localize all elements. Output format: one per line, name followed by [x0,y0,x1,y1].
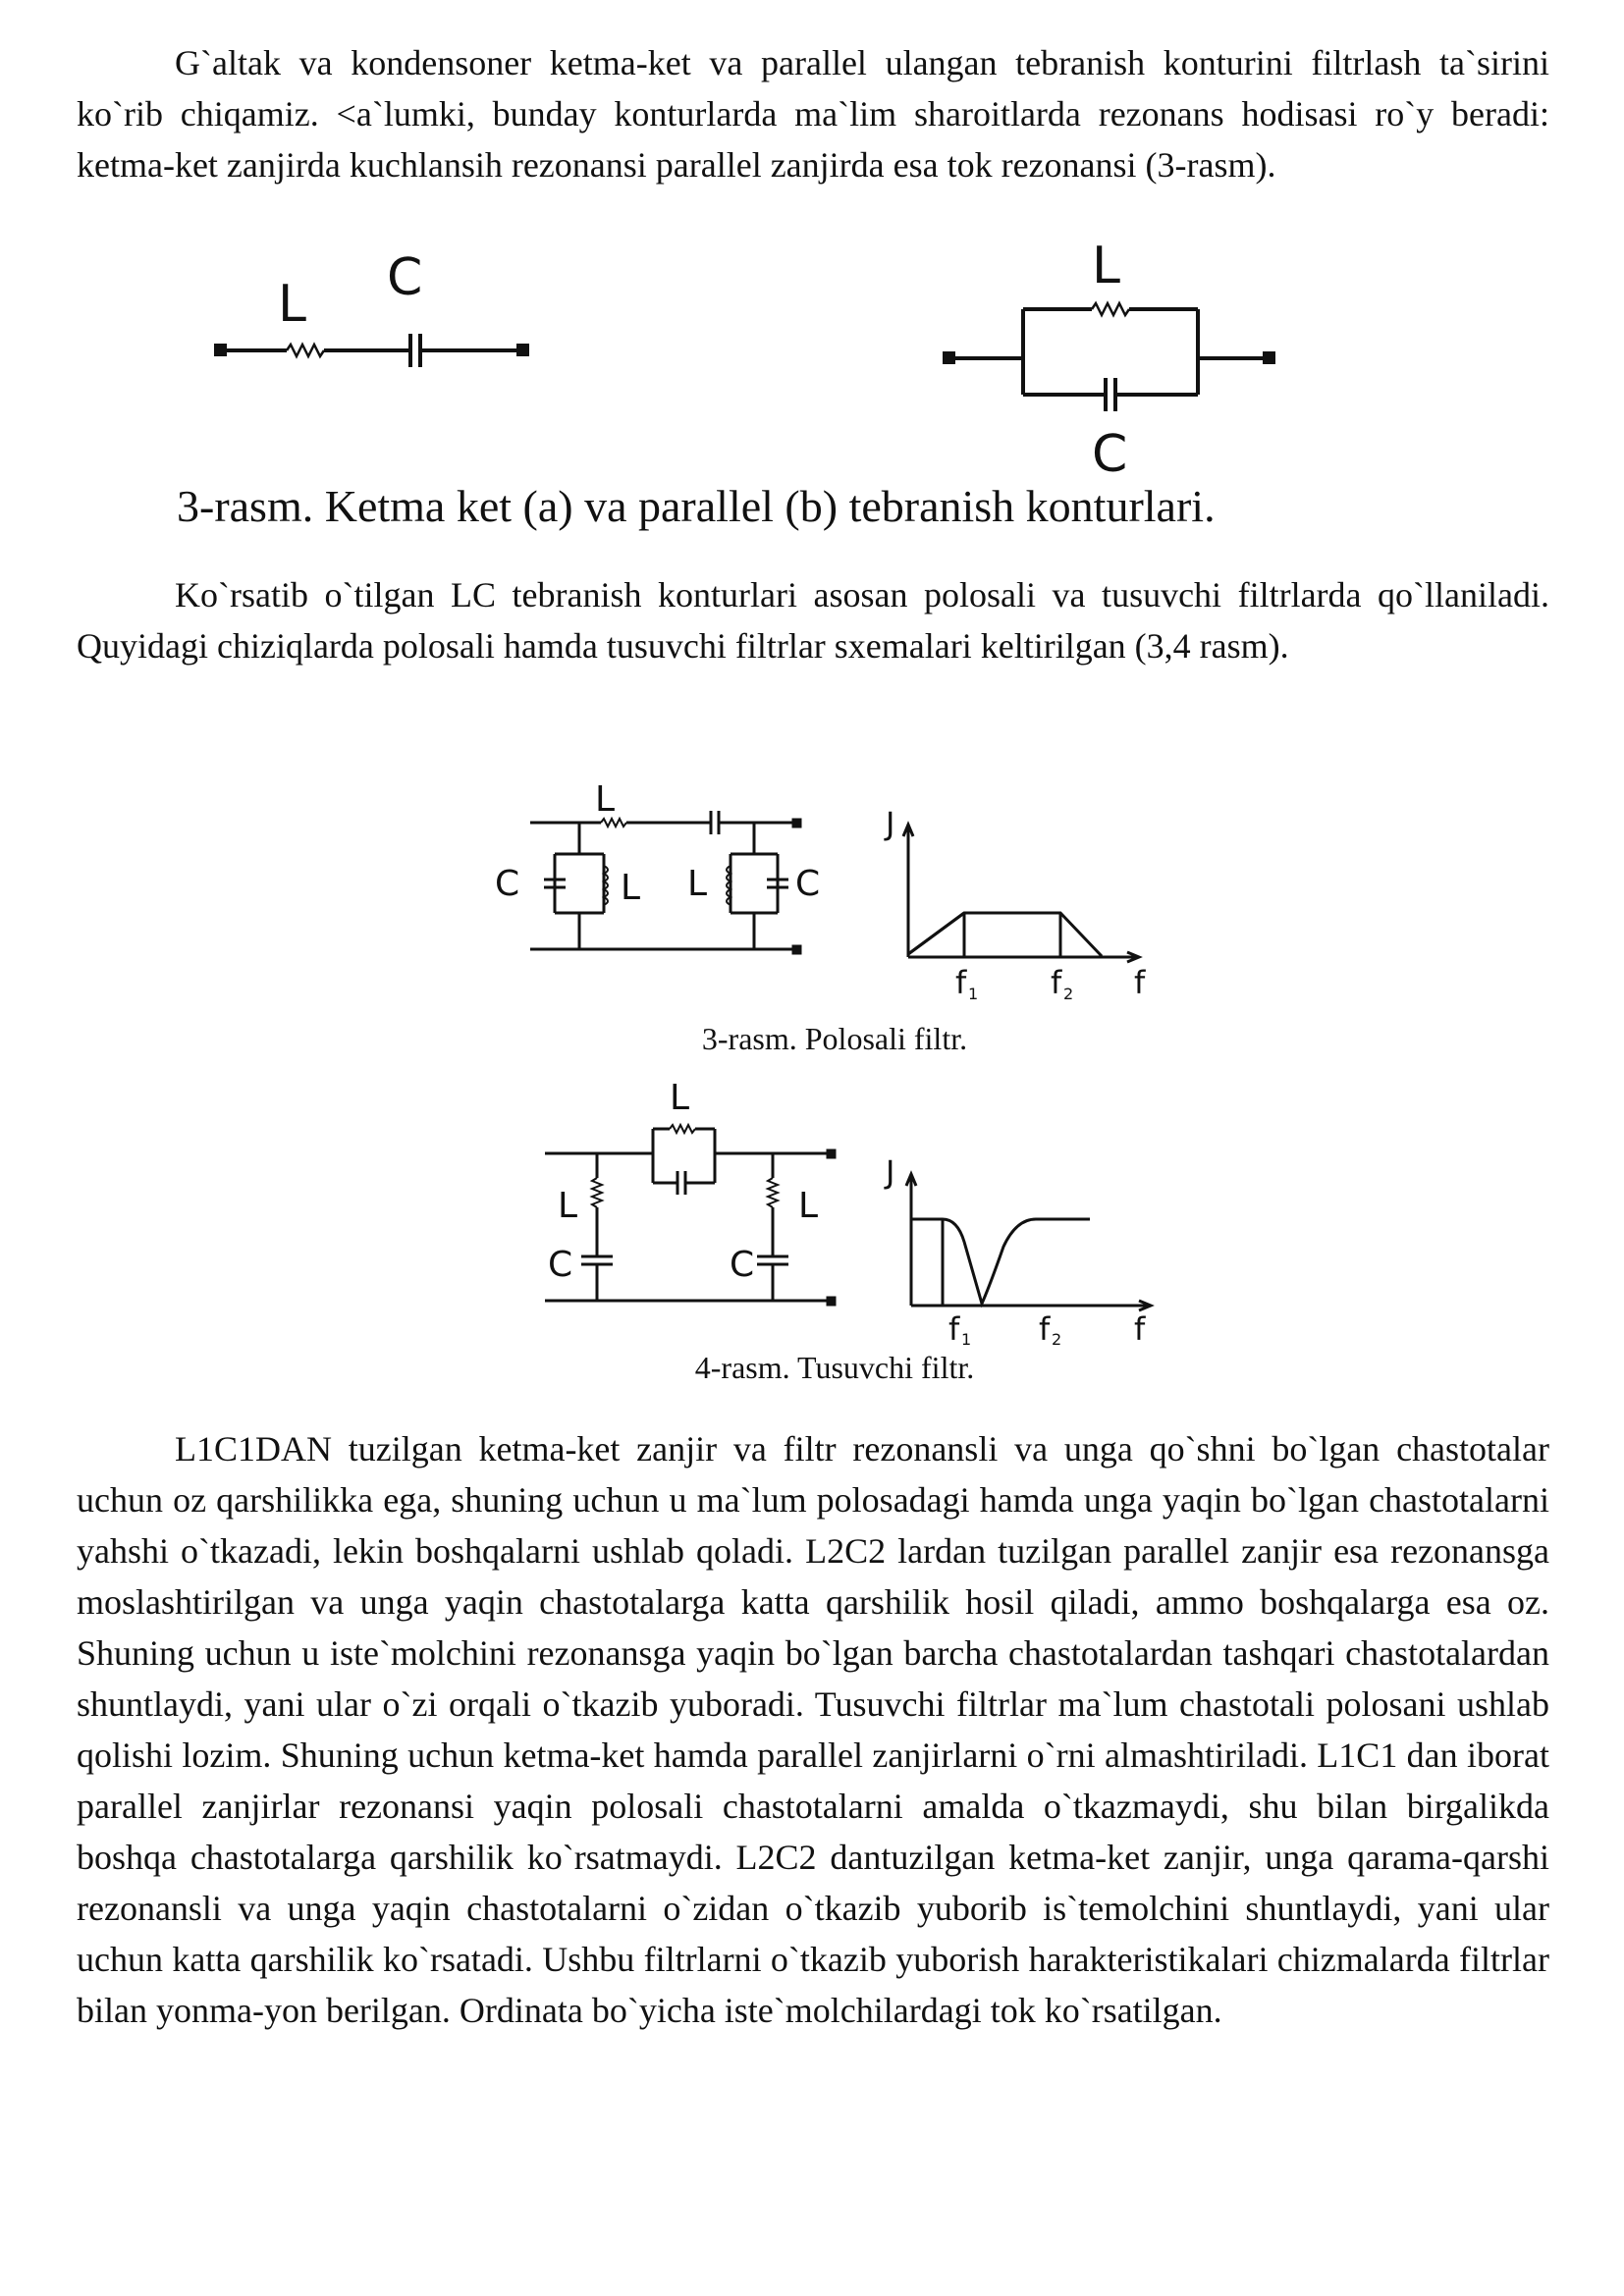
figure-lc-circuits [196,226,1375,481]
bs-graph-f2-label: f [1039,1310,1051,1345]
bp-graph-y-label: J [886,805,895,842]
bs-top-inductor-label: L [670,1078,690,1118]
inductor-symbol [1092,303,1129,315]
bs-right-inductor-label: L [798,1186,819,1226]
bp-graph-f1-subscript: 1 [968,985,979,1003]
inductor-symbol [601,819,626,827]
parallel-inductor-label: L [1092,237,1120,295]
bp-right-capacitor-label: C [795,864,821,904]
paragraph-filter-explanation: L1C1DAN tuzilgan ketma-ket zanjir va filtr rezonansli va unga qo`shni bo`lgan chastotalar uchun oz qarshilikka ega, shuning uchun u ma`lum polosadagi hamda unga yaqin bo`lgan chastotalarni yahshi o`tkazadi, lekin boshqalarni ushlab qoladi. L2C2 lardan tuzilgan parallel zanjir esa rezonansga moslashtirilgan va unga yaqin chastotalarga katta qarshilik hosil qiladi, ammo boshqalarga esa oz. Shuning uchun u iste`molchini rezonansga yaqin bo`lgan barcha chastotalardan tashqari chastotalardan shuntlaydi, yani ular o`zi orqali o`tkazib yuboradi. Tusuvchi filtrlar ma`lum chastotali polosani ushlab qolishi lozim. Shuning uchun ketma-ket hamda parallel zanjirlarni o`rni almashtiriladi. L1C1 dan iborat parallel zanjirlar rezonansi yaqin polosali chastotalarni amalda o`tkazmaydi, shu bilan birgalikda boshqa chastotalarga qarshilik ko`rsatmaydi. L2C2 dantuzilgan ketma-ket zanjir, unga qarama-qarshi rezonansli va unga yaqin chastotalarni o`zidan o`tkazib yuborib is`temolchini shuntlaydi, yani ular uchun katta qarshilik ko`rsatadi. Ushbu filtrlarni o`tkazib yuborish harakteristikalari chizmalarda filtrlar bilan yonma-yon berilgan. Ordinata bo`yicha iste`molchilardagi tok ko`rsatilgan. [77,1429,1549,2030]
bp-graph-f2-label: f [1051,964,1062,1001]
bs-right-capacitor-label: C [730,1245,755,1285]
figure-bandpass-filter [481,775,1188,1011]
bs-graph-y-label: J [886,1153,895,1191]
inductor-symbol [287,345,324,356]
bp-top-inductor-label: L [595,779,616,820]
terminal-dot [1265,353,1273,362]
bs-graph-f1-subscript: 1 [961,1330,972,1345]
bs-graph-x-label: f [1134,1310,1146,1345]
bp-left-inductor-label: L [621,868,641,908]
bandstop-response-curve [911,1219,1090,1304]
series-inductor-label: L [278,275,306,334]
paragraph-intro: G`altak va kondensoner ketma-ket va parallel ulangan tebranish konturini filtrlash ta`sirini ko`rib chiqamiz. <a`lumki, bunday konturlarda ma`lim sharoitlarda rezonans hodisasi ro`y beradi: ketma-ket zanjirda kuchlansih rezonansi parallel zanjirda esa tok rezonansi (3-rasm). [77,43,1549,185]
bp-graph-f1-label: f [955,964,967,1001]
series-capacitor-label: C [387,248,423,307]
terminal-dot [518,346,527,354]
bs-left-capacitor-label: C [548,1245,573,1285]
bandpass-filter-diagram [481,775,1188,1011]
parallel-capacitor-label: C [1092,425,1128,481]
figure-3-caption: 3-rasm. Ketma ket (a) va parallel (b) tebranish konturlari. [177,481,1216,531]
bs-left-inductor-label: L [558,1186,578,1226]
bandstop-caption: 4-rasm. Tusuvchi filtr. [694,1350,975,1385]
bandpass-caption: 3-rasm. Polosali filtr. [701,1021,968,1056]
bandstop-filter-diagram [520,1070,1188,1345]
figure-bandstop-filter [520,1070,1188,1345]
bs-graph-f2-subscript: 2 [1052,1330,1062,1345]
paragraph-filters-intro: Ko`rsatib o`tilgan LC tebranish konturlari asosan polosali va tusuvchi filtrlarda qo`llaniladi. Quyidagi chiziqlarda polosali hamda tusuvchi filtrlar sxemalari keltirilgan (3,4 rasm). [77,575,1549,666]
bp-graph-f2-subscript: 2 [1063,985,1074,1003]
bp-left-capacitor-label: C [495,864,520,904]
bp-right-inductor-label: L [687,864,708,904]
lc-circuits-diagram [196,226,1375,481]
bs-graph-f1-label: f [948,1310,960,1345]
bp-graph-x-label: f [1134,964,1146,1001]
